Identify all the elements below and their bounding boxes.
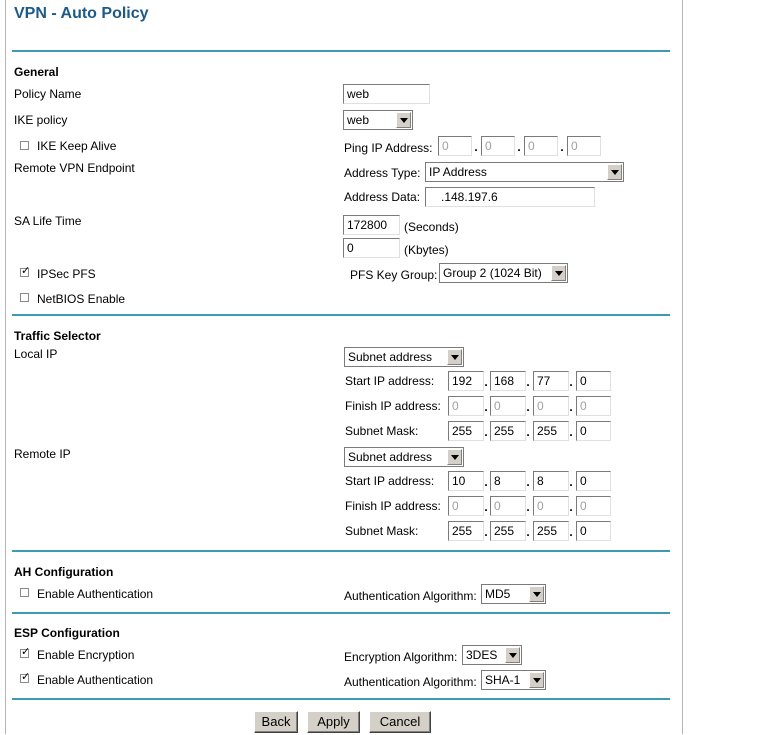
back-button[interactable]: Back [254, 711, 298, 733]
ike-keep-alive-checkbox[interactable] [20, 141, 29, 150]
apply-button[interactable]: Apply [307, 711, 360, 733]
chevron-down-icon [447, 349, 462, 365]
local-finish-label: Finish IP address: [345, 399, 441, 413]
ike-policy-value: web [347, 113, 370, 127]
netbios-label: NetBIOS Enable [37, 292, 126, 306]
cancel-button[interactable]: Cancel [369, 711, 431, 733]
ping-ip-octet-2[interactable]: 0 [481, 136, 515, 156]
esp-auth-alg-select[interactable] [481, 670, 546, 690]
remote-start-octet-1[interactable]: 10 [448, 471, 484, 491]
local-start-octet-4[interactable]: 0 [576, 371, 611, 391]
dot-separator: . [526, 525, 530, 539]
ike-policy-select[interactable] [343, 110, 413, 130]
ah-auth-alg-select[interactable] [481, 584, 546, 604]
remote-mask-octet-2[interactable]: 255 [490, 521, 526, 541]
divider [12, 612, 670, 614]
esp-auth-alg-value: SHA-1 [485, 673, 521, 687]
sa-seconds-input[interactable]: 172800 [343, 215, 400, 235]
policy-name-label: Policy Name [14, 87, 82, 101]
address-type-value: IP Address [429, 165, 487, 179]
ping-ip-label: Ping IP Address: [344, 141, 433, 155]
chevron-down-icon [396, 112, 411, 128]
dot-separator: . [526, 425, 530, 439]
dot-separator: . [484, 475, 488, 489]
dot-separator: . [484, 425, 488, 439]
section-traffic-heading: Traffic Selector [14, 329, 101, 343]
dot-separator: . [569, 425, 573, 439]
remote-mask-octet-3[interactable]: 255 [533, 521, 569, 541]
dot-separator: . [484, 500, 488, 514]
dot-separator: . [569, 500, 573, 514]
ah-enable-auth-checkbox[interactable] [20, 588, 29, 597]
address-type-label: Address Type: [344, 166, 421, 180]
section-ah-heading: AH Configuration [14, 565, 114, 579]
esp-enable-encryption-label: Enable Encryption [37, 648, 135, 662]
chevron-down-icon [551, 265, 566, 281]
remote-mask-octet-4[interactable]: 0 [576, 521, 611, 541]
remote-mask-octet-1[interactable]: 255 [448, 521, 484, 541]
divider [12, 314, 670, 316]
ike-keep-alive-label: IKE Keep Alive [37, 139, 117, 153]
divider [12, 698, 670, 700]
esp-enable-encryption-checkbox[interactable] [20, 649, 29, 658]
chevron-down-icon [529, 672, 544, 688]
divider [12, 550, 670, 552]
remote-finish-octet-2[interactable]: 0 [490, 496, 526, 516]
dot-separator: . [569, 400, 573, 414]
remote-mask-label: Subnet Mask: [345, 524, 419, 538]
address-type-select[interactable] [425, 162, 624, 182]
remote-start-octet-2[interactable]: 8 [490, 471, 526, 491]
dot-separator: . [569, 525, 573, 539]
local-mask-label: Subnet Mask: [345, 424, 419, 438]
local-mask-octet-1[interactable]: 255 [448, 421, 484, 441]
chevron-down-icon [529, 586, 544, 602]
page-title: VPN - Auto Policy [14, 5, 149, 22]
esp-enc-alg-value: 3DES [466, 648, 498, 662]
local-ip-type-value: Subnet address [348, 350, 433, 364]
section-esp-heading: ESP Configuration [14, 626, 120, 640]
local-start-octet-2[interactable]: 168 [490, 371, 526, 391]
dot-separator: . [484, 400, 488, 414]
ah-auth-alg-label: Authentication Algorithm: [344, 589, 477, 603]
local-start-octet-3[interactable]: 77 [533, 371, 569, 391]
ipsec-pfs-label: IPSec PFS [37, 267, 96, 281]
remote-finish-label: Finish IP address: [345, 499, 441, 513]
esp-enc-alg-label: Encryption Algorithm: [344, 650, 458, 664]
dot-separator: . [569, 375, 573, 389]
policy-name-input[interactable]: web [343, 84, 430, 104]
section-general-heading: General [14, 65, 59, 79]
dot-separator: . [526, 375, 530, 389]
remote-ip-type-select[interactable] [344, 447, 464, 467]
dot-separator: . [526, 400, 530, 414]
dot-separator: . [484, 525, 488, 539]
local-finish-octet-1[interactable]: 0 [448, 396, 484, 416]
chevron-down-icon [447, 449, 462, 465]
local-finish-octet-3[interactable]: 0 [533, 396, 569, 416]
local-mask-octet-4[interactable]: 0 [576, 421, 611, 441]
ipsec-pfs-checkbox[interactable] [20, 268, 29, 277]
ping-ip-octet-1[interactable]: 0 [438, 136, 472, 156]
local-mask-octet-2[interactable]: 255 [490, 421, 526, 441]
dot-separator: . [526, 475, 530, 489]
dot-separator: . [474, 140, 478, 154]
local-start-label: Start IP address: [345, 374, 435, 388]
remote-vpn-endpoint-label: Remote VPN Endpoint [14, 161, 135, 175]
local-finish-octet-4[interactable]: 0 [576, 396, 611, 416]
local-ip-type-select[interactable] [344, 347, 464, 367]
sa-kbytes-input[interactable]: 0 [343, 238, 400, 258]
address-data-label: Address Data: [344, 190, 421, 204]
remote-start-octet-4[interactable]: 0 [576, 471, 611, 491]
remote-start-octet-3[interactable]: 8 [533, 471, 569, 491]
divider [12, 50, 670, 52]
remote-start-label: Start IP address: [345, 474, 435, 488]
ah-enable-auth-label: Enable Authentication [37, 587, 154, 601]
chevron-down-icon [505, 647, 520, 663]
local-ip-label: Local IP [14, 347, 58, 361]
netbios-checkbox[interactable] [20, 293, 29, 302]
pfs-key-group-select[interactable] [439, 263, 568, 283]
esp-enable-auth-checkbox[interactable] [20, 674, 29, 683]
remote-finish-octet-4[interactable]: 0 [576, 496, 611, 516]
pfs-key-group-label: PFS Key Group: [350, 268, 438, 282]
remote-finish-octet-1[interactable]: 0 [448, 496, 484, 516]
dot-separator: . [484, 375, 488, 389]
sa-life-time-label: SA Life Time [14, 214, 82, 228]
esp-enable-auth-label: Enable Authentication [37, 673, 154, 687]
dot-separator: . [526, 500, 530, 514]
remote-ip-type-value: Subnet address [348, 450, 433, 464]
remote-ip-label: Remote IP [14, 447, 71, 461]
sa-seconds-unit: (Seconds) [404, 220, 459, 234]
ah-auth-alg-value: MD5 [485, 587, 511, 601]
address-data-input[interactable]: .148.197.6 [425, 187, 595, 207]
sa-kbytes-unit: (Kbytes) [404, 243, 449, 257]
ping-ip-octet-3[interactable]: 0 [524, 136, 558, 156]
dot-separator: . [560, 140, 564, 154]
esp-enc-alg-select[interactable] [462, 645, 522, 665]
local-mask-octet-3[interactable]: 255 [533, 421, 569, 441]
ike-policy-label: IKE policy [14, 113, 68, 127]
chevron-down-icon [607, 164, 622, 180]
esp-auth-alg-label: Authentication Algorithm: [344, 675, 477, 689]
local-finish-octet-2[interactable]: 0 [490, 396, 526, 416]
local-start-octet-1[interactable]: 192 [448, 371, 484, 391]
dot-separator: . [569, 475, 573, 489]
dot-separator: . [517, 140, 521, 154]
pfs-key-group-value: Group 2 (1024 Bit) [443, 266, 542, 280]
ping-ip-octet-4[interactable]: 0 [567, 136, 601, 156]
remote-finish-octet-3[interactable]: 0 [533, 496, 569, 516]
